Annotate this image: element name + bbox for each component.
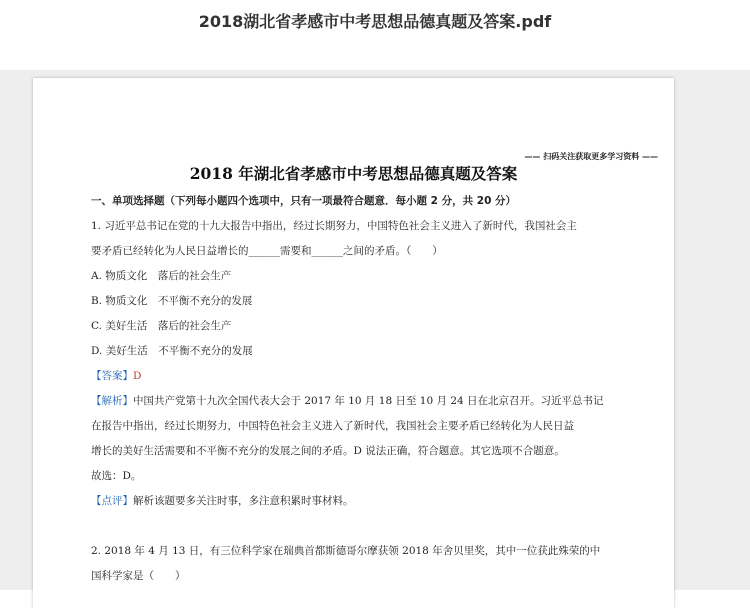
answer-value: D xyxy=(133,370,142,382)
comment-text: 解析该题要多关注时事，多注意积累时事材料。 xyxy=(133,495,354,507)
question-1-option-b: B. 物质文化 不平衡不充分的发展 xyxy=(91,295,253,307)
question-1-option-d: D. 美好生活 不平衡不充分的发展 xyxy=(91,345,253,357)
comment-line xyxy=(91,494,354,508)
question-1-stem-line2: 要矛盾已经转化为人民日益增长的______需要和______之间的矛盾。（ ） xyxy=(91,245,443,257)
question-1-option-c: C. 美好生活 落后的社会生产 xyxy=(91,320,232,332)
question-2-stem-line1: 2. 2018 年 4 月 13 日，有三位科学家在瑞典首都斯德哥尔摩获领 2018 年舍贝里奖，其中一位获此殊荣的中 xyxy=(91,545,601,557)
question-2-stem-line2: 国科学家是（ ） xyxy=(91,570,186,582)
analysis-text-1: 中国共产党第十九次全国代表大会于 2017 年 10 月 18 日至 10 月 24 日在北京召开。习近平总书记 xyxy=(133,395,604,407)
answer-line xyxy=(91,369,141,383)
question-1-stem-line1: 1. 习近平总书记在党的十九大报告中指出，经过长期努力，中国特色社会主义进入了新时代，我国社会主 xyxy=(91,220,577,232)
analysis-label: 【解析】 xyxy=(91,395,133,407)
file-title: 2018湖北省孝感市中考思想品德真题及答案.pdf xyxy=(198,12,552,31)
analysis-line2: 在报告中指出，经过长期努力，中国特色社会主义进入了新时代，我国社会主要矛盾已经转化为人民日益 xyxy=(91,420,574,432)
answer-label: 【答案】 xyxy=(91,370,133,382)
document-title: 2018 年湖北省孝感市中考思想品德真题及答案 xyxy=(189,164,518,183)
section-heading: 一、单项选择题（下列每小题四个选项中，只有一项最符合题意．每小题 2 分，共 20 分） xyxy=(91,195,517,207)
pdf-page[interactable] xyxy=(33,78,674,608)
analysis-line1 xyxy=(91,394,604,408)
analysis-line3: 增长的美好生活需要和不平衡不充分的发展之间的矛盾。D 说法正确，符合题意。其它选项不合题意。 xyxy=(91,445,565,457)
scan-note: —— 扫码关注获取更多学习资料 —— xyxy=(524,152,658,161)
viewer-header xyxy=(0,0,750,70)
question-1-option-a: A. 物质文化 落后的社会生产 xyxy=(91,270,232,282)
conclusion-line: 故选：D。 xyxy=(91,470,142,482)
comment-label: 【点评】 xyxy=(91,495,133,507)
